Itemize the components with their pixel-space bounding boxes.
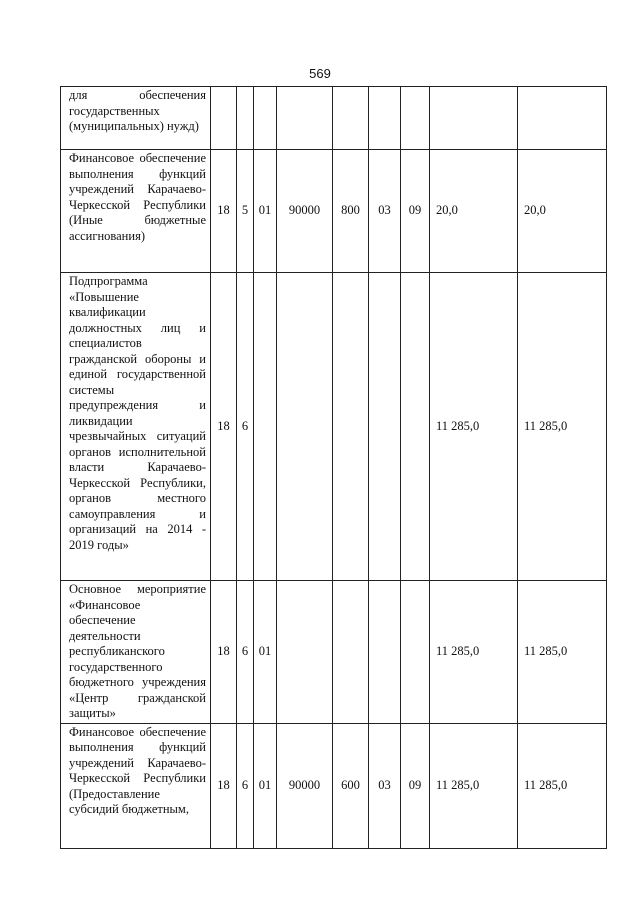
cell-event: [254, 87, 277, 150]
cell-event: 01: [254, 150, 277, 273]
cell-direction: 90000: [277, 723, 333, 848]
cell-direction: 90000: [277, 150, 333, 273]
cell-direction: [277, 87, 333, 150]
cell-expense-type: [333, 581, 369, 724]
row-name: Основное мероприятие «Финансовое обеспечение деятельности республиканского государственного бюджетного учреждения «Центр гражданской защиты»: [61, 581, 211, 724]
cell-amount-1: [430, 87, 518, 150]
cell-subsection: [401, 581, 430, 724]
table-row: [61, 87, 607, 150]
cell-amount-1: 11 285,0: [430, 723, 518, 848]
cell-ministry: 18: [211, 150, 237, 273]
cell-section: 03: [369, 723, 401, 848]
cell-expense-type: 600: [333, 723, 369, 848]
cell-amount-1: 11 285,0: [430, 273, 518, 581]
cell-section: [369, 87, 401, 150]
cell-ministry: 18: [211, 273, 237, 581]
table-row: [61, 150, 607, 273]
cell-program: 5: [237, 150, 254, 273]
row-name: Финансовое обеспечение выполнения функций учреждений Карачаево-Черкесской Республики (Иные бюджетные ассигнования): [61, 150, 211, 273]
row-name: Подпрограмма «Повышение квалификации должностных лиц и специалистов гражданской обороны и единой государственной системы предупреждения и ликвидации чрезвычайных ситуаций органов исполнительной власти Карачаево-Черкесской Республики, органов местного самоуправления и организаций на 2014 - 2019 годы»: [61, 273, 211, 581]
budget-table: [60, 86, 607, 849]
table-row: [61, 723, 607, 848]
cell-subsection: [401, 87, 430, 150]
cell-amount-2: 11 285,0: [518, 273, 607, 581]
cell-ministry: 18: [211, 581, 237, 724]
table-row: [61, 273, 607, 581]
cell-program: 6: [237, 581, 254, 724]
cell-event: [254, 273, 277, 581]
cell-program: 6: [237, 723, 254, 848]
table-row: [61, 581, 607, 724]
cell-section: [369, 581, 401, 724]
row-name: Финансовое обеспечение выполнения функций учреждений Карачаево-Черкесской Республики (Предоставление субсидий бюджетным,: [61, 723, 211, 848]
cell-amount-2: 11 285,0: [518, 723, 607, 848]
cell-direction: [277, 273, 333, 581]
cell-amount-2: 20,0: [518, 150, 607, 273]
cell-amount-2: 11 285,0: [518, 581, 607, 724]
cell-amount-2: [518, 87, 607, 150]
cell-ministry: 18: [211, 723, 237, 848]
cell-section: 03: [369, 150, 401, 273]
cell-program: 6: [237, 273, 254, 581]
row-name: для обеспечения государственных (муниципальных) нужд): [61, 87, 211, 150]
cell-subsection: 09: [401, 150, 430, 273]
cell-expense-type: [333, 273, 369, 581]
cell-expense-type: 800: [333, 150, 369, 273]
cell-subsection: 09: [401, 723, 430, 848]
cell-program: [237, 87, 254, 150]
cell-amount-1: 11 285,0: [430, 581, 518, 724]
cell-subsection: [401, 273, 430, 581]
page-number: 569: [309, 66, 331, 81]
cell-amount-1: 20,0: [430, 150, 518, 273]
cell-direction: [277, 581, 333, 724]
cell-event: 01: [254, 581, 277, 724]
cell-expense-type: [333, 87, 369, 150]
cell-ministry: [211, 87, 237, 150]
cell-section: [369, 273, 401, 581]
cell-event: 01: [254, 723, 277, 848]
